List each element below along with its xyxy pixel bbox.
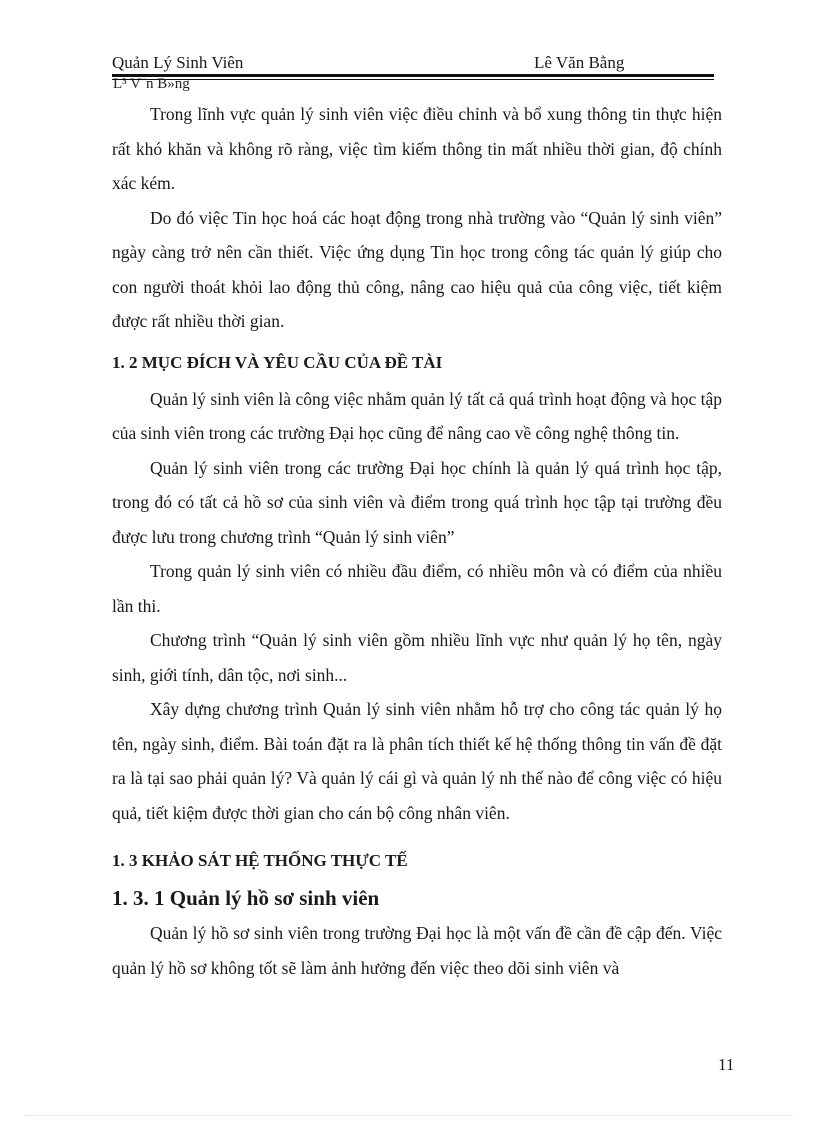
page-number: 11 [718,1055,735,1074]
paragraph: Quản lý sinh viên là công việc nhằm quản lý tất cả quá trình hoạt động và học tập của sinh viên trong các trường Đại học cũng để nâng cao về công nghệ thông tin. [112,388,722,443]
paragraph: Do đó việc Tin học hoá các hoạt động trong nhà trường vào “Quản lý sinh viên” ngày càng trở nên cần thiết. Việc ứng dụng Tin học trong công tác quản lý giúp cho con người thoát khỏi lao động thủ công, nâng cao hiệu quả của công việc, tiết kiệm được rất nhiều thời gian. [112,207,722,331]
header-title: Quản Lý Sinh Viên [112,53,244,72]
section-heading: 1. 3 KHẢO SÁT HỆ THỐNG THỰC TẾ [112,851,408,870]
document-body [112,97,722,985]
paragraph: Quản lý hồ sơ sinh viên trong trường Đại học là một vấn đề cần đề cập đến. Việc quản lý hồ sơ không tốt sẽ làm ảnh hưởng đến việc theo dõi sinh viên và [112,923,722,978]
paragraph: Trong quản lý sinh viên có nhiều đầu điểm, có nhiều môn và có điểm của nhiều lần thi. [112,561,722,616]
header-rule-thin [112,79,714,80]
spacer [112,830,722,842]
paragraph: Chương trình “Quản lý sinh viên gồm nhiều lĩnh vực như quản lý họ tên, ngày sinh, giới tính, dân tộc, nơi sinh... [112,630,722,685]
page-bottom-divider [24,1115,794,1116]
paragraph: Trong lĩnh vực quản lý sinh viên việc điều chỉnh và bổ xung thông tin thực hiện rất khó khăn và không rõ ràng, việc tìm kiếm thông tin mất nhiều thời gian, độ chính xác kém. [112,104,722,193]
header-garbled-author: L³ V¨n B»ng [113,76,190,92]
section-heading: 1. 2 MỤC ĐÍCH VÀ YÊU CẦU CỦA ĐỀ TÀI [112,352,443,372]
paragraph: Quản lý sinh viên trong các trường Đại học chính là quản lý quá trình học tập, trong đó có tất cả hồ sơ của sinh viên và điểm trong quá trình học tập tại trường đều được lưu trong chương trình “Quản lý sinh viên” [112,457,722,547]
header-author: Lê Văn Bằng [534,53,625,72]
paragraph: Xây dựng chương trình Quản lý sinh viên nhằm hỗ trợ cho công tác quản lý họ tên, ngày sinh, điểm. Bài toán đặt ra là phân tích thiết kế hệ thống thông tin vấn đề đặt ra là tại sao phải quản lý? Và quản lý cái gì và quản lý nh thế nào để công việc có hiệu quả, tiết kiệm được thời gian cho cán bộ công nhân viên. [112,699,722,823]
header-rule-thick [112,74,714,77]
subsection-heading: 1. 3. 1 Quản lý hồ sơ sinh viên [112,886,380,910]
page-header [112,53,714,75]
